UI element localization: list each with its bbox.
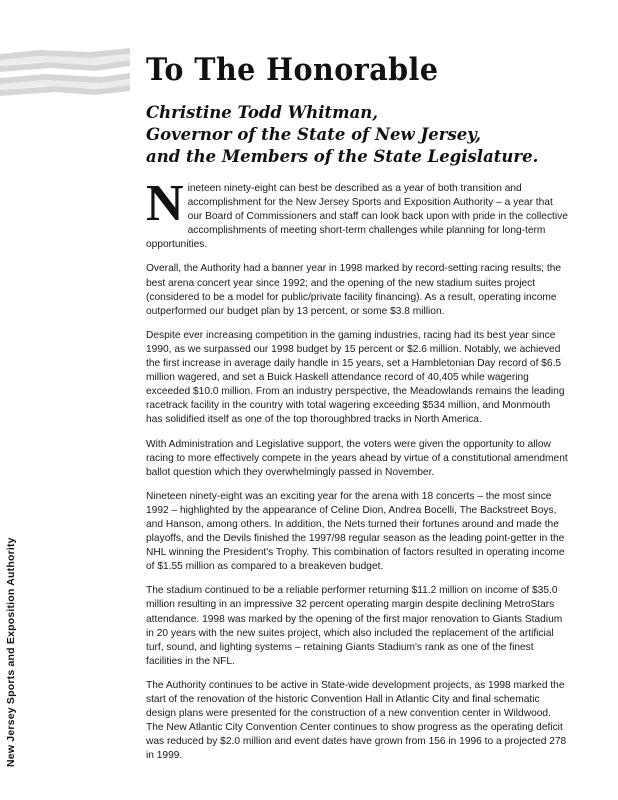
decorative-wave-graphic	[0, 46, 130, 106]
addressee-line: Christine Todd Whitman,	[146, 103, 379, 122]
drop-cap: N	[146, 175, 184, 232]
paragraph: With Administration and Legislative support, the voters were given the opportunity to allow racing to more effectively compete in the years ahead by virtue of a constitutional amendment ballot question which they overwhelmingly passed in November.	[146, 438, 568, 478]
paragraph: Nineteen ninety-eight was an exciting year for the arena with 18 concerts – the most since 1992 – highlighted by the appearance of Celine Dion, Andrea Bocelli, The Backstreet Boys, and Hanson, among others. In addition, the Nets turned their fortunes around and made the playoffs, and the Devils finished the 1997/98 regular season as the leading point-getter in the NHL winning the President's Trophy. This combination of factors resulted in operating income of $1.55 million as compared to a breakeven budget.	[146, 490, 565, 573]
paragraph: The stadium continued to be a reliable performer returning $11.2 million on income of $35.0 million resulting in an impressive 32 percent operating margin despite declining MetroStars attendance. 1998 was marked by the opening of the first major renovation to Giants Stadium in 20 years with the new suites project, which also included the replacement of the artificial turf, sound, and lighting systems – retaining Giants Stadium's rank as one of the finest facilities in the NFL.	[146, 585, 563, 667]
sidebar-organization-name: New Jersey Sports and Exposition Authority	[5, 537, 17, 767]
page-heading: To The Honorable	[146, 52, 439, 88]
addressee-block	[146, 102, 538, 168]
paragraph: Despite ever increasing competition in the gaming industries, racing had its best year since 1990, as we surpassed our 1998 budget by 15 percent or $2.6 million. Notably, we achieved the first increase in average daily handle in 15 years, set a Hambletonian Day record of $6.5 million wagered, and set a Buick Haskell attendance record of 40,405 while wagering exceeded $10.0 million. From an industry perspective, the Meadowlands remains the leading racetrack facility in the country with total wagering exceeding $534 million, and Monmouth has solidified itself as one of the top thoroughbred tracks in North America.	[146, 329, 565, 426]
paragraph: The Authority continues to be active in State-wide development projects, as 1998 marked the start of the renovation of the historic Convention Hall in Atlantic City and final schematic design plans were presented for the construction of a new convention center in Wildwood. The New Atlantic City Convention Center continues to show progress as the operating deficit was reduced by $2.0 million and event dates have grown from 156 in 1996 to a projected 278 in 1999.	[146, 679, 567, 762]
paragraph: Overall, the Authority had a banner year in 1998 marked by record-setting racing results; the best arena concert year since 1992; and the opening of the new stadium suites project (considered to be a model for public/private facility financing). As a result, operating income outperformed our budget plan by 13 percent, or some $3.8 million.	[146, 263, 562, 317]
letter-body	[146, 175, 568, 773]
addressee-line: Governor of the State of New Jersey,	[146, 125, 482, 144]
addressee-line: and the Members of the State Legislature.	[146, 147, 539, 166]
paragraph: Nineteen ninety-eight can best be described as a year of both transition and accomplishment for the New Jersey Sports and Exposition Authority – a year that our Board of Commissioners and staff can look back upon with pride in the collective accomplishments of meeting short-term challenges while planning for long-term opportunities.	[146, 175, 568, 251]
